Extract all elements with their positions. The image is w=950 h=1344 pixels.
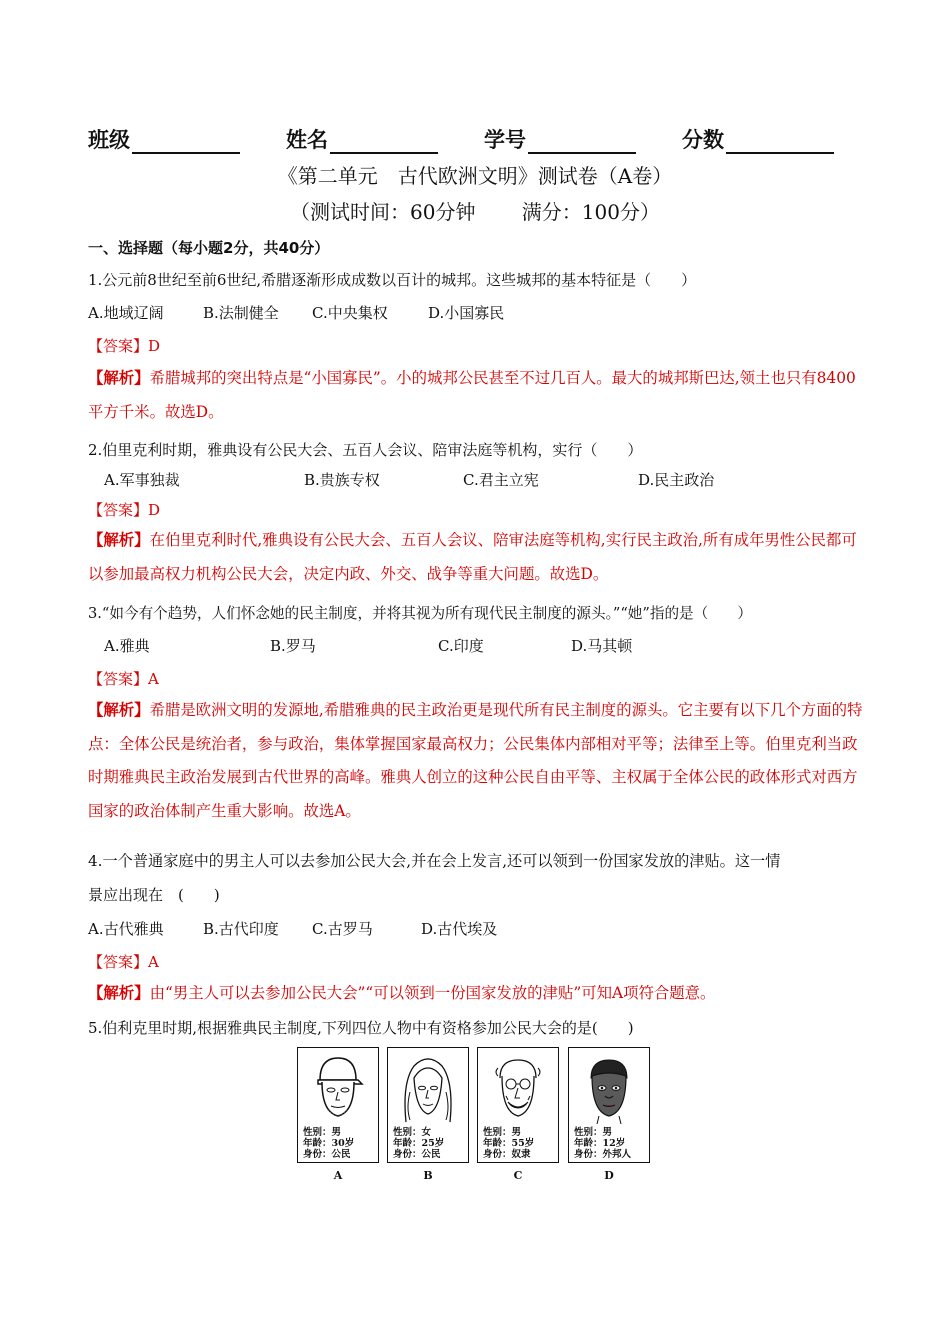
q4-analysis bbox=[88, 977, 866, 1011]
portrait-card-b bbox=[387, 1047, 469, 1182]
q3-option-d: D.马其顿 bbox=[571, 637, 633, 655]
q4-option-b: B.古代印度 bbox=[203, 920, 279, 938]
q2-option-c: C.君主立宪 bbox=[463, 471, 539, 489]
portrait-card-d bbox=[568, 1047, 650, 1182]
answer-tag: 【答案】 bbox=[88, 501, 149, 519]
card-d-status: 身份：外邦人 bbox=[574, 1149, 632, 1160]
name-blank[interactable] bbox=[330, 132, 438, 154]
header-fields bbox=[88, 124, 880, 154]
q4-answer bbox=[88, 951, 159, 972]
id-field bbox=[484, 124, 636, 154]
q4-option-d: D.古代埃及 bbox=[421, 920, 498, 938]
q2-option-b: B.贵族专权 bbox=[304, 471, 380, 489]
card-b-status: 身份：公民 bbox=[393, 1149, 441, 1160]
card-c-info bbox=[483, 1127, 534, 1160]
name-label: 姓名 bbox=[286, 128, 328, 152]
card-d-gender: 性别：男 bbox=[574, 1127, 613, 1138]
card-a-age: 年龄：30岁 bbox=[303, 1138, 355, 1149]
q1-answer bbox=[88, 335, 160, 356]
card-b-info bbox=[393, 1127, 444, 1160]
q3-option-a: A.雅典 bbox=[104, 637, 150, 655]
q2-answer bbox=[88, 499, 160, 520]
id-blank[interactable] bbox=[528, 132, 636, 154]
card-b-age: 年龄：25岁 bbox=[393, 1138, 445, 1149]
analysis-tag: 【解析】 bbox=[88, 984, 150, 1002]
card-a-status: 身份：公民 bbox=[303, 1149, 351, 1160]
portrait-card-c bbox=[477, 1047, 559, 1182]
portrait-card-a bbox=[297, 1047, 379, 1182]
question-4-stem-line1: 4.一个普通家庭中的男主人可以去参加公民大会,并在会上发言,还可以领到一份国家发放的津贴。这一情 bbox=[88, 852, 781, 870]
card-a-gender: 性别：男 bbox=[303, 1127, 342, 1138]
q3-answer bbox=[88, 668, 159, 689]
answer-tag: 【答案】 bbox=[88, 337, 149, 355]
q1-option-a: A.地域辽阔 bbox=[88, 304, 164, 322]
card-d-label: D bbox=[604, 1169, 614, 1182]
card-c-status: 身份：奴隶 bbox=[483, 1149, 531, 1160]
q3-option-c: C.印度 bbox=[438, 637, 484, 655]
question-5-stem: 5.伯利克里时期,根据雅典民主制度,下列四位人物中有资格参加公民大会的是( ) bbox=[88, 1019, 634, 1037]
score-field bbox=[682, 124, 834, 154]
answer-value: A bbox=[148, 953, 159, 971]
analysis-tag: 【解析】 bbox=[88, 531, 150, 549]
class-field bbox=[88, 124, 240, 154]
score-label: 分数 bbox=[682, 128, 724, 152]
card-b-label: B bbox=[423, 1169, 433, 1182]
q1-option-b: B.法制健全 bbox=[203, 304, 279, 322]
analysis-text: 由“男主人可以去参加公民大会”“可以领到一份国家发放的津贴”可知A项符合题意。 bbox=[149, 984, 716, 1002]
answer-value: D bbox=[148, 337, 161, 355]
question-3-stem: 3.“如今有个趋势，人们怀念她的民主制度，并将其视为所有现代民主制度的源头。”“她”指的是（ ） bbox=[88, 605, 753, 622]
score-blank[interactable] bbox=[726, 132, 834, 154]
name-field bbox=[286, 124, 438, 154]
card-d-info bbox=[574, 1127, 631, 1160]
card-a-info bbox=[303, 1127, 354, 1160]
q4-option-c: C.古罗马 bbox=[312, 920, 373, 938]
q2-option-d: D.民主政治 bbox=[638, 471, 715, 489]
class-label: 班级 bbox=[88, 128, 130, 152]
section-heading: 一、选择题（每小题2分，共40分） bbox=[88, 239, 330, 257]
q3-analysis bbox=[88, 694, 866, 828]
q1-option-d: D.小国寡民 bbox=[428, 304, 505, 322]
card-c-label: C bbox=[513, 1169, 523, 1182]
card-c-age: 年龄：55岁 bbox=[483, 1138, 535, 1149]
question-1-stem: 1.公元前8世纪至前6世纪,希腊逐渐形成成数以百计的城邦。这些城邦的基本特征是（ ） bbox=[88, 271, 697, 289]
card-b-gender: 性别：女 bbox=[393, 1127, 432, 1138]
card-c-gender: 性别：男 bbox=[483, 1127, 522, 1138]
analysis-tag: 【解析】 bbox=[88, 369, 150, 387]
analysis-text: 在伯里克利时代,雅典设有公民大会、五百人会议、陪审法庭等机构,实行民主政治,所有成年男性公民都可以参加最高权力机构公民大会，决定内政、外交、战争等重大问题。故选D。 bbox=[88, 531, 857, 583]
question-2-stem: 2.伯里克利时期，雅典设有公民大会、五百人会议、陪审法庭等机构，实行（ ） bbox=[88, 441, 643, 459]
id-label: 学号 bbox=[484, 128, 526, 152]
answer-value: D bbox=[148, 501, 161, 519]
q2-analysis bbox=[88, 524, 866, 591]
analysis-text: 希腊城邦的突出特点是“小国寡民”。小的城邦公民甚至不过几百人。最大的城邦斯巴达,领土也只有8400平方千米。故选D。 bbox=[88, 369, 856, 421]
q1-analysis bbox=[88, 362, 866, 429]
q4-option-a: A.古代雅典 bbox=[88, 920, 164, 938]
answer-tag: 【答案】 bbox=[88, 953, 149, 971]
answer-value: A bbox=[148, 670, 159, 688]
q1-option-c: C.中央集权 bbox=[312, 304, 388, 322]
answer-tag: 【答案】 bbox=[88, 670, 149, 688]
analysis-text: 希腊是欧洲文明的发源地,希腊雅典的民主政治更是现代所有民主制度的源头。它主要有以下几个方面的特点：全体公民是统治者，参与政治，集体掌握国家最高权力；公民集体内部相对平等；法律至上等。伯里克利当政时期雅典民主政治发展到古代世界的高峰。雅典人创立的这种公民自由平等、主权属于全体公民的政体形式对西方国家的政治体制产生重大影响。故选A。 bbox=[88, 701, 863, 820]
card-d-age: 年龄：12岁 bbox=[574, 1138, 626, 1149]
man-with-cap-portrait-icon bbox=[306, 1052, 370, 1124]
page-title: 《第二单元 古代欧洲文明》测试卷（A卷） bbox=[277, 164, 673, 188]
old-man-portrait-icon bbox=[486, 1052, 550, 1124]
class-blank[interactable] bbox=[132, 132, 240, 154]
analysis-tag: 【解析】 bbox=[88, 701, 150, 719]
question-4-stem-line2: 景应出现在 ( ) bbox=[88, 886, 220, 904]
page-subtitle: （测试时间：60分钟 满分：100分） bbox=[290, 200, 660, 224]
q2-option-a: A.军事独裁 bbox=[104, 471, 180, 489]
q3-option-b: B.罗马 bbox=[270, 637, 316, 655]
woman-portrait-icon bbox=[396, 1052, 460, 1124]
boy-portrait-icon bbox=[577, 1052, 641, 1124]
card-a-label: A bbox=[333, 1169, 343, 1182]
